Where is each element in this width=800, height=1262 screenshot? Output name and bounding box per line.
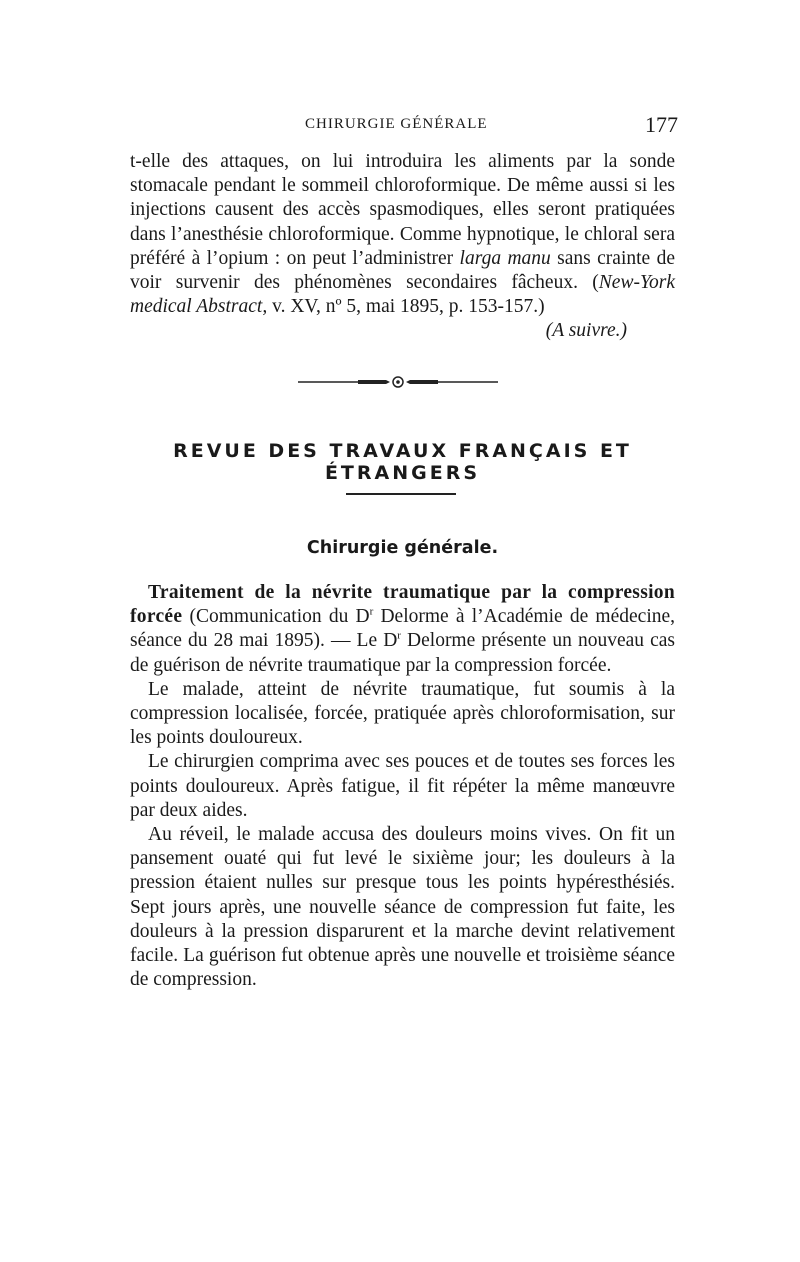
article-body [130, 581, 675, 992]
article-intro-b: Delorme à l’Académie de médecine, séance du 28 mai 1895). — Le D [130, 606, 676, 652]
section-heading: REVUE DES TRAVAUX FRANÇAIS ET ÉTRANGERS [173, 440, 632, 484]
article-paragraph: Le malade, atteint de névrite traumatique, fut soumis à la compression localisée, forcée, pratiquée après chloroformisation, sur les points douloureux. [130, 678, 675, 749]
subheading: Chirurgie générale. [306, 538, 499, 558]
continuation-paragraph [130, 150, 675, 319]
article-intro-sup1: r [369, 605, 374, 618]
to-be-continued: (A suivre.) [545, 320, 627, 342]
ornament-divider [298, 375, 498, 389]
continuation-text-1: t-elle des attaques, on lui introduira les aliments par la sonde stomacale pendant le sommeil chloroformique. De même aussi si les injections causent des accès spasmodiques, elles seront pratiquées dans l’anesthésie chloroformique. Comme hypnotique, le chloral sera préféré à l’opium : on peut l’administrer [130, 151, 675, 269]
article-intro [130, 581, 675, 678]
continuation-text [130, 150, 675, 344]
article-title: Traitement de la névrite traumatique par la compression forcée [130, 582, 675, 628]
running-head [130, 112, 678, 138]
article-intro-sup2: r [397, 629, 401, 642]
article-paragraph: Le chirurgien comprima avec ses pouces et de toutes ses forces les points douloureux. Après fatigue, il fit répéter la même manœuvre par deux aides. [130, 751, 675, 821]
article-intro-c: Delorme présente un nouveau cas de guérison de névrite traumatique par la compression forcée. [130, 630, 675, 676]
continuation-italic-2: New-York medical Abstract, [130, 272, 675, 318]
article-paragraph: Au réveil, le malade accusa des douleurs moins vives. On fit un pansement ouaté qui fut levé le sixième jour; les douleurs à la pression étaient nulles sur presque tous les points hypéresthésiés. Sept jours après, une nouvelle séance de compression fut faite, les douleurs à la pression disparurent et la marche devint relativement facile. La guérison fut obtenue après une nouvelle et troisième séance de compression. [130, 824, 675, 991]
continuation-italic-1: larga manu [459, 247, 551, 269]
running-head-title: CHIRURGIE GÉNÉRALE [305, 116, 488, 132]
continuation-text-3: v. XV, nº 5, mai 1895, p. 153-157.) [267, 296, 545, 318]
heading-rule [346, 493, 456, 495]
page-number: 177 [645, 112, 678, 137]
article-intro-a: (Communication du D [182, 606, 370, 628]
continuation-text-2: sans crainte de voir survenir des phénomènes secondaires fâcheux. ( [130, 247, 675, 294]
